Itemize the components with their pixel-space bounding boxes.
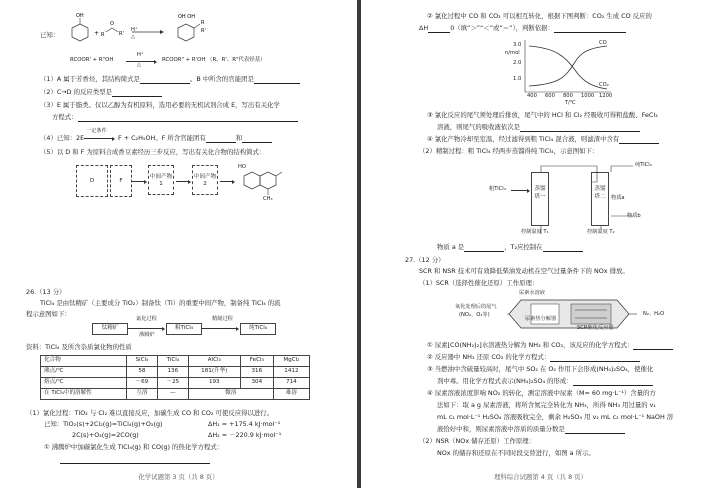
r-line-4 bbox=[427, 135, 659, 144]
distill-pipes bbox=[537, 160, 657, 240]
s-line-3a: ③ 当燃油中含硫量较高时，尾气中 SO₂ 在 O₂ 作用下会形成(NH₄)₂SO₄，使催化 bbox=[427, 365, 654, 373]
s1-blank[interactable] bbox=[633, 349, 673, 350]
q1-blank-a[interactable] bbox=[140, 83, 190, 84]
given-reaction-structures bbox=[60, 10, 300, 50]
table-cell: 58 bbox=[126, 367, 157, 378]
q26-part-1a: ① 沸腾炉中加碳氯化生成 TiCl₄(g) 和 CO(g) 的热化学方程式： bbox=[44, 443, 224, 451]
distill-arrow-in bbox=[511, 190, 529, 191]
r-line-2 bbox=[419, 24, 626, 33]
distill-substance-a: 物质a bbox=[611, 195, 625, 201]
svg-text:O: O bbox=[110, 21, 114, 27]
process-box-ore: 钛精矿 bbox=[92, 323, 128, 335]
q27-line-1: SCR 和 NSR 技术可有效降低柴油发动机在空气过量条件下的 NOx 排放。 bbox=[419, 267, 629, 275]
r2-blank-b[interactable] bbox=[554, 32, 626, 33]
equation-1-enthalpy: ΔH₁ = +175.4 kJ·mol⁻¹ bbox=[208, 420, 281, 428]
r6-text: 物质 a 是 bbox=[437, 243, 465, 251]
table-cell: －69 bbox=[126, 378, 157, 389]
s-line-4b: 法如下：取 a g 尿素溶液，将所含氮完全转化为 NH₃，所得 NH₃ 用过量的 v₁ bbox=[437, 401, 656, 409]
table-cell: 193 bbox=[188, 378, 240, 389]
process-arrow-1 bbox=[128, 328, 164, 329]
r3-blank[interactable] bbox=[520, 131, 640, 132]
table-row bbox=[41, 378, 310, 389]
co2-curve bbox=[529, 46, 607, 89]
s4d-text: 液恰好中和，则尿素溶液中溶质的质量分数是 bbox=[437, 425, 565, 433]
r4-text: ④ 氯化产物冷却至室温，经过滤得到粗 TiCl₄ 混合液，则滤渣中含有 bbox=[427, 135, 620, 143]
scr-reactor: SCR催化反应器 bbox=[577, 325, 614, 331]
process-box-pure: 纯TiCl₄ bbox=[240, 323, 276, 335]
question-26-heading: 26.（13 分） bbox=[26, 288, 66, 296]
table-header-row bbox=[41, 356, 310, 367]
data-table-label: 资料：TiCl₄ 及所含杂质氯化物的性质 bbox=[26, 343, 132, 351]
r-line-1: ② 氯化过程中 CO 和 CO₂ 可以相互转化，根据下图判断：CO₂ 生成 CO 反应的 bbox=[427, 12, 652, 20]
s-line-4c: mL c₁ mol·L⁻¹ H₂SO₄ 溶液吸收完全，剩余 H₂SO₄ 用 v₂ mL c₂ mol·L⁻¹ NaOH 溶 bbox=[437, 413, 674, 421]
rxn2-condition-top: H⁺ bbox=[137, 52, 144, 58]
r-line-3b bbox=[437, 123, 640, 132]
s-line-3b bbox=[437, 377, 653, 386]
left-page-footer: 化学试题第 3 页（共 8 页） bbox=[138, 473, 219, 482]
q26-part-1: （1）氯化过程：TiO₂ 与 Cl₂ 难以直接反应，加碳生成 CO 和 CO₂ 可使反应得以进行。 bbox=[26, 409, 274, 417]
s2-blank[interactable] bbox=[550, 361, 640, 362]
scr-urea-label: 尿素水溶液 bbox=[519, 290, 545, 296]
table-row bbox=[41, 367, 310, 378]
q26-line-2: 程示意图如下： bbox=[26, 310, 71, 318]
graph-x-tick: 1000 bbox=[581, 93, 595, 99]
q4-blank-b[interactable] bbox=[242, 142, 272, 143]
question-5: （5）以 D 和 F 为原料合成香豆素经历三步反应，写出有关化合物的结构简式： bbox=[40, 148, 266, 156]
svg-text:R: R bbox=[201, 20, 205, 26]
table-header-cell: SiCl₄ bbox=[126, 356, 157, 367]
table-row bbox=[41, 389, 310, 400]
distill-tower-2: 蒸馏塔二 bbox=[591, 172, 609, 226]
s-line-1 bbox=[427, 341, 673, 350]
q4-arrow bbox=[84, 138, 114, 139]
q1-blank-b[interactable] bbox=[254, 83, 300, 84]
q4-mid-text: F + C₂H₅OH。F 所含官能团有 bbox=[118, 134, 206, 142]
graph-x-tick: 800 bbox=[563, 93, 573, 99]
table-header-cell: AlCl₃ bbox=[188, 356, 240, 367]
table-cell: 1412 bbox=[273, 367, 309, 378]
s2-text: ② 反应器中 NH₃ 还原 CO₂ 的化学方程式： bbox=[427, 353, 551, 361]
scr-output: N₂、H₂O bbox=[643, 311, 665, 317]
given-label: 已知： bbox=[40, 31, 60, 39]
coumarin-ho-label: HO bbox=[238, 164, 246, 170]
question-4 bbox=[40, 134, 84, 143]
graph-co2-label: CO₂ bbox=[599, 82, 609, 88]
distill-temp-2: 控制温度 T₂ bbox=[587, 229, 615, 235]
r3b-text: 溶液，则尾气的吸收液依次是 bbox=[437, 123, 521, 131]
right-page bbox=[361, 0, 720, 488]
flow-box-intermediate-2: 中间产物2 bbox=[192, 165, 218, 195]
scr-device bbox=[507, 296, 637, 332]
rxn2-condition-bottom: △ bbox=[137, 62, 141, 68]
q3-blank[interactable] bbox=[78, 121, 298, 122]
r-line-6 bbox=[437, 243, 583, 252]
svg-text:R: R bbox=[101, 32, 105, 38]
left-page bbox=[0, 0, 357, 488]
table-header-cell: FeCl₃ bbox=[240, 356, 273, 367]
flow-box-f: F bbox=[110, 165, 132, 197]
graph-y-tick: 1.0 bbox=[513, 76, 522, 82]
table-cell: 136 bbox=[157, 367, 188, 378]
flow-arrow-2 bbox=[176, 181, 190, 182]
process-arrow-2 bbox=[202, 328, 238, 329]
process-step1-equipment: 沸腾炉 bbox=[139, 332, 155, 338]
rxn2-products: RCOOR" + R'OH （R、R'、R"代表烃基） bbox=[162, 57, 266, 63]
r2-blank-a[interactable] bbox=[428, 32, 450, 33]
graph-y-tick: 2.0 bbox=[513, 60, 522, 66]
r2-text: ΔH bbox=[419, 24, 429, 32]
table-cell: 304 bbox=[240, 378, 273, 389]
process-step1-label: 氯化过程 bbox=[136, 316, 157, 322]
s-line-4a: ④ 尿素溶液浓度影响 NO₂ 的转化，测定溶液中尿素（M= 60 mg·L⁻¹）含量的方 bbox=[427, 389, 656, 397]
table-cell: — bbox=[157, 389, 188, 400]
graph-x-tick: 400 bbox=[527, 93, 537, 99]
question-3b bbox=[52, 113, 298, 122]
scr-gas-in: 氧化处理后的尾气 bbox=[455, 304, 497, 310]
s-line-4d bbox=[437, 425, 625, 434]
flow-box-d: D bbox=[76, 165, 108, 197]
q26-part-1a-answer bbox=[60, 455, 210, 464]
table-cell: －25 bbox=[157, 378, 188, 389]
distill-tower-1: 蒸馏塔一 bbox=[531, 172, 549, 226]
question-27-heading: 27.（12 分） bbox=[405, 256, 445, 264]
table-cell: 难溶 bbox=[273, 389, 309, 400]
q3b-text: 方程式： bbox=[52, 113, 78, 121]
nsr-heading: （2）NSR（NOx 储存还原）工作原理： bbox=[419, 437, 536, 445]
process-box-crude: 粗TiCl₄ bbox=[166, 323, 202, 335]
q4-end-text: 和 bbox=[235, 134, 243, 142]
table-cell: 沸点/℃ bbox=[41, 367, 127, 378]
table-header-cell: 化合物 bbox=[41, 356, 127, 367]
s4-blank[interactable] bbox=[565, 433, 625, 434]
rxn1-condition-bottom: △ bbox=[131, 34, 135, 40]
q26-line-1: TiCl₄ 是由钛精矿（主要成分 TiO₂）制备钛（Ti）的重要中间产物，制备纯 TiCl₄ 的流 bbox=[40, 299, 281, 307]
graph-y-tick: 3.0 bbox=[513, 42, 522, 48]
svg-text:+: + bbox=[94, 30, 100, 37]
r4-blank[interactable] bbox=[619, 143, 659, 144]
rxn2-arrow bbox=[126, 61, 156, 62]
question-3: （3）E 属于脂类。仅以乙醇为有机原料，选用必要的无机试剂合成 E，写出有关化学 bbox=[40, 101, 280, 109]
q26-1a-blank[interactable] bbox=[60, 463, 210, 464]
table-cell: 181(升华) bbox=[188, 367, 240, 378]
r6b-text: ，T₂应控制在 bbox=[504, 243, 543, 251]
right-page-footer: 理科综合试题第 4 页（共 8 页） bbox=[494, 473, 587, 482]
s3b-text: 剂中毒。用化学方程式表示(NH₄)₂SO₄ 的形成： bbox=[437, 377, 573, 385]
q4-condition: 一定条件 bbox=[86, 128, 107, 134]
nsr-line: NOx 的储存和还原在不同时段交替进行，如图 a 所示。 bbox=[437, 449, 595, 457]
q1-text: （1）A 属于芳香烃，其结构简式是 bbox=[40, 75, 140, 83]
scr-heat-decomposer: 尿素热分解器 bbox=[525, 316, 557, 322]
table-cell: 在 TiCl₄中的溶解性 bbox=[41, 389, 127, 400]
table-header-cell: MgCl₂ bbox=[273, 356, 309, 367]
table-cell: 316 bbox=[240, 367, 273, 378]
r-line-5: （2）精制过程：粗 TiCl₄ 经两步蒸馏得纯 TiCl₄，示意图如下： bbox=[419, 147, 599, 155]
question-1 bbox=[40, 75, 300, 84]
q2-text: （2）C→D 的反应类型是 bbox=[40, 88, 112, 96]
flow-box-intermediate-1: 中间产物1 bbox=[148, 165, 174, 195]
s-line-2 bbox=[427, 353, 640, 362]
svg-text:R': R' bbox=[119, 31, 124, 37]
graph-x-tick: 1200 bbox=[599, 93, 613, 99]
r6-blank-b[interactable] bbox=[543, 251, 583, 252]
chloride-properties-table bbox=[40, 355, 310, 400]
distill-output: 纯TiCl₄ bbox=[635, 162, 652, 168]
svg-text:OH: OH bbox=[76, 13, 84, 19]
r-line-3a: ③ 氯化反应的尾气须处理后排放，尾气中的 HCl 和 Cl₂ 经吸收可得粗盐酸、FeCl₃ bbox=[427, 111, 658, 119]
process-step2-label: 精制过程 bbox=[212, 316, 233, 322]
question-4-mid bbox=[118, 134, 272, 143]
question-2 bbox=[40, 88, 162, 97]
distill-substance-b: 物质b bbox=[627, 213, 641, 219]
s3-blank[interactable] bbox=[573, 385, 653, 386]
table-cell: 微溶 bbox=[188, 389, 273, 400]
graph-co-label: CO bbox=[599, 40, 607, 46]
rxn2-reactants: RCOOR' + R"OH bbox=[70, 57, 114, 63]
equation-2-enthalpy: ΔH₂ = －220.9 kJ·mol⁻¹ bbox=[208, 431, 282, 439]
coumarin-ch3-label: CH₃ bbox=[263, 196, 273, 202]
distill-input: 粗TiCl₄ bbox=[489, 186, 506, 192]
q4-pre: （4）已知：2E bbox=[40, 134, 85, 142]
table-cell: 互溶 bbox=[126, 389, 157, 400]
graph-y-label: n/mol bbox=[505, 50, 520, 56]
graph-x-tick: 600 bbox=[545, 93, 555, 99]
svg-text:OH OH: OH OH bbox=[178, 14, 195, 20]
q27-part-1: （1）SCR（选择性催化还原）工作原理： bbox=[419, 279, 539, 287]
table-cell: 714 bbox=[273, 378, 309, 389]
distill-temp-1: 控制温度 T₁ bbox=[521, 229, 549, 235]
table-cell: 熔点/℃ bbox=[41, 378, 127, 389]
q2-blank[interactable] bbox=[112, 96, 162, 97]
co-curve bbox=[529, 46, 607, 86]
equation-1: 已知：TiO₂(s)+2Cl₂(g)=TiCl₄(g)+O₂(g) bbox=[44, 420, 163, 428]
graph-x-label: T/℃ bbox=[565, 100, 576, 106]
table-header-cell: TiCl₄ bbox=[157, 356, 188, 367]
equation-2: 2C(s)+O₂(g)=2CO(g) bbox=[72, 431, 139, 439]
q4-blank-a[interactable] bbox=[206, 142, 236, 143]
flow-arrow-3 bbox=[220, 181, 234, 182]
r6-blank-a[interactable] bbox=[464, 251, 504, 252]
svg-text:R': R' bbox=[201, 28, 206, 34]
q1-text-b: 。B 中所含的官能团是 bbox=[189, 75, 254, 83]
s1-text: ① 尿素[CO(NH₂)₂]水溶液热分解为 NH₃ 和 CO₂，该反应的化学方程式： bbox=[427, 341, 634, 349]
scr-gas-in-components: (NO₂、O₂等) bbox=[459, 312, 490, 318]
flow-arrow-1 bbox=[132, 181, 146, 182]
r2b-text: 0（填“＞”“＜”或“＝”），判断依据： bbox=[450, 24, 554, 32]
rxn1-condition-top: H⁺ bbox=[131, 27, 138, 33]
